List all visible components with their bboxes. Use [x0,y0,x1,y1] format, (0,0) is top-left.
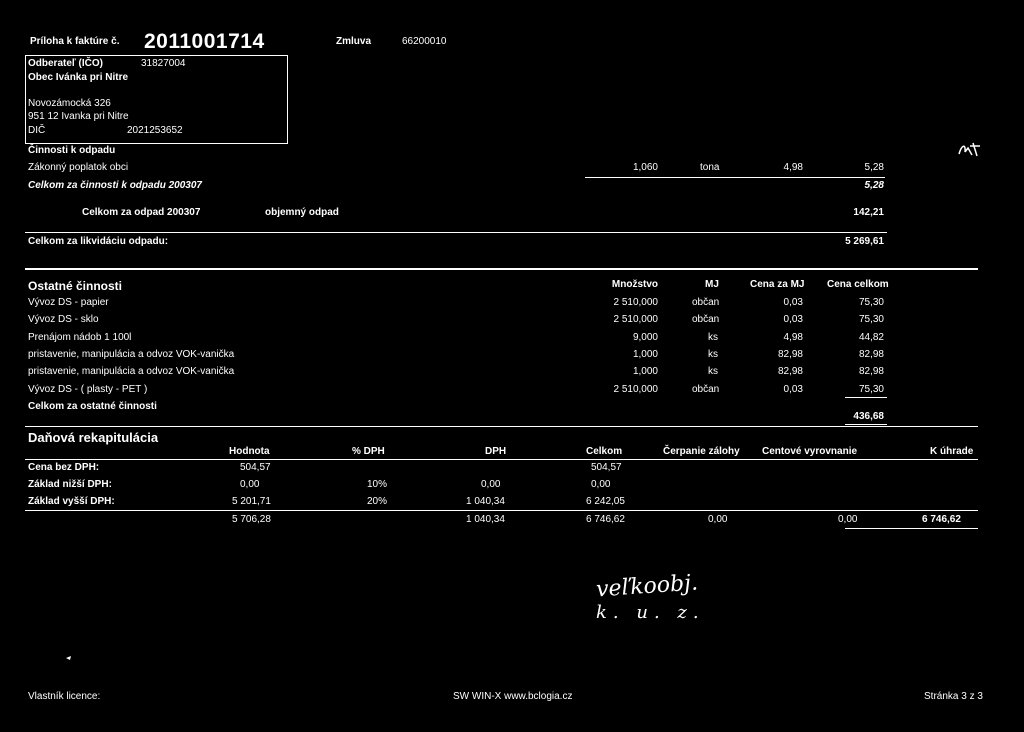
row-price: 4,98 [783,332,803,343]
customer-name: Obec Ivánka pri Nitre [28,72,129,83]
other-col-price: Cena za MJ [750,279,805,290]
signature-line2: k. u. z. [596,602,705,623]
waste-activity-name: Zákonný poplatok obci [28,162,129,173]
divider [25,510,978,511]
waste-total-value: 142,21 [853,207,884,218]
row-unit: občan [692,297,720,308]
tax-col-rounding: Centové vyrovnanie [762,446,858,457]
row-total: 75,30 [858,384,884,395]
waste-activities-subtotal-label: Celkom za činnosti k odpadu 200307 [28,180,202,191]
disposal-total-label: Celkom za likvidáciu odpadu: [28,236,169,247]
tax-col-value: Hodnota [229,446,270,457]
row-name: pristavenie, manipulácia a odvoz VOK-vanička [28,349,235,360]
row-name: Vývoz DS - papier [28,297,109,308]
tax-col-total: Celkom [586,446,623,457]
row-total: 44,82 [858,332,884,343]
customer-city: 951 12 Ivanka pri Nitre [28,111,129,122]
tax-row-total: 6 242,05 [586,496,625,507]
row-qty: 2 510,000 [613,314,658,325]
signature-line1: veľkoobj. [595,570,699,603]
other-col-unit: MJ [705,279,719,290]
row-total: 82,98 [858,366,884,377]
tax-sum-rounding: 0,00 [838,514,858,525]
pen-mark-icon [66,655,72,661]
tax-row-rate: 20% [367,496,388,507]
row-qty: 1,000 [632,349,658,360]
initials-mark-icon [956,140,984,160]
row-price: 0,03 [783,384,803,395]
customer-ico: 31827004 [141,58,186,69]
row-unit: ks [708,349,718,360]
divider [25,459,978,460]
tax-col-due: K úhrade [930,446,974,457]
row-name: Vývoz DS - ( plasty - PET ) [28,384,148,395]
row-unit: občan [692,384,720,395]
row-name: Prenájom nádob 1 100l [28,332,132,343]
customer-dic: 2021253652 [127,125,183,136]
footer-software: SW WIN-X www.bclogia.cz [453,691,573,702]
row-unit: ks [708,332,718,343]
tax-row-vat: 0,00 [481,479,501,490]
tax-row-value: 5 201,71 [232,496,271,507]
row-price: 82,98 [777,366,803,377]
tax-title: Daňová rekapitulácia [28,430,159,445]
divider [25,232,887,233]
other-title: Ostatné činnosti [28,279,123,293]
divider [845,528,978,529]
waste-activity-qty: 1,060 [632,162,658,173]
row-qty: 2 510,000 [613,384,658,395]
tax-row-rate: 10% [367,479,388,490]
tax-col-advance: Čerpanie zálohy [663,446,740,457]
other-col-qty: Množstvo [611,279,658,290]
tax-sum-vat: 1 040,34 [466,514,505,525]
other-col-total: Cena celkom [827,279,889,290]
divider [585,177,885,178]
waste-activity-price: 4,98 [783,162,803,173]
tax-row-label: Základ vyšší DPH: [28,496,115,507]
tax-row-value: 504,57 [240,462,271,473]
row-unit: občan [692,314,720,325]
divider [845,397,887,398]
waste-total-label: Celkom za odpad 200307 [82,207,201,218]
invoice-number: 2011001714 [144,30,265,53]
other-total-label: Celkom za ostatné činnosti [28,401,157,412]
customer-dic-label: DIČ [28,125,46,136]
row-unit: ks [708,366,718,377]
attachment-label: Príloha k faktúre č. [30,36,120,47]
waste-activity-total: 5,28 [864,162,884,173]
row-qty: 2 510,000 [613,297,658,308]
contract-label: Zmluva [336,36,372,47]
customer-ico-label: Odberateľ (IČO) [28,58,103,69]
row-price: 0,03 [783,314,803,325]
tax-row-value: 0,00 [240,479,260,490]
tax-sum-advance: 0,00 [708,514,728,525]
waste-activity-unit: tona [700,162,720,173]
footer-owner-label: Vlastník licence: [28,691,101,702]
customer-street: Novozámocká 326 [28,98,111,109]
tax-row-label: Základ nižší DPH: [28,479,112,490]
row-total: 75,30 [858,314,884,325]
tax-col-rate: % DPH [352,446,385,457]
row-price: 82,98 [777,349,803,360]
divider [845,424,887,425]
waste-activities-title: Činnosti k odpadu [28,145,116,156]
tax-row-total: 504,57 [591,462,622,473]
other-total-value: 436,68 [853,411,884,422]
waste-type: objemný odpad [265,207,339,218]
row-total: 75,30 [858,297,884,308]
waste-activities-subtotal: 5,28 [864,180,884,191]
tax-sum-due: 6 746,62 [922,514,961,525]
tax-row-vat: 1 040,34 [466,496,505,507]
row-price: 0,03 [783,297,803,308]
row-name: pristavenie, manipulácia a odvoz VOK-vanička [28,366,235,377]
contract-number: 66200010 [402,36,447,47]
divider [25,426,978,427]
tax-col-vat: DPH [485,446,507,457]
row-qty: 9,000 [632,332,658,343]
tax-row-label: Cena bez DPH: [28,462,100,473]
tax-sum-total: 6 746,62 [586,514,625,525]
row-qty: 1,000 [632,366,658,377]
footer-page: Stránka 3 z 3 [924,691,983,702]
disposal-total-value: 5 269,61 [845,236,884,247]
divider [25,268,978,270]
row-total: 82,98 [858,349,884,360]
row-name: Vývoz DS - sklo [28,314,99,325]
tax-row-total: 0,00 [591,479,611,490]
tax-sum-value: 5 706,28 [232,514,271,525]
